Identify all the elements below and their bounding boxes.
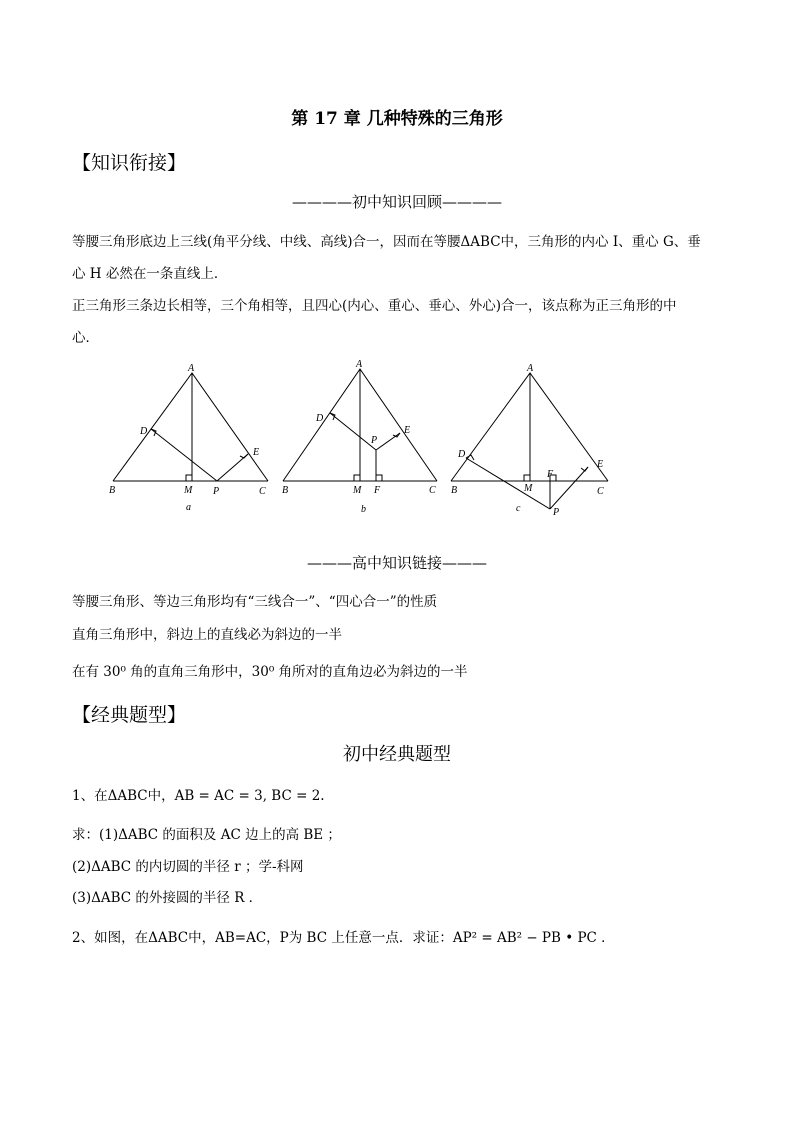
- question-1: 1、在ΔABC中，AB = AC = 3, BC = 2.: [72, 788, 325, 804]
- section-knowledge-link: 【知识衔接】: [72, 152, 187, 174]
- triangle-figures: [0, 355, 794, 525]
- highschool-point-2: 直角三角形中，斜边上的直线必为斜边的一半: [72, 627, 342, 643]
- paragraph-1-line-1: 等腰三角形底边上三线(角平分线、中线、高线)合一，因而在等腰ΔABC中，三角形的内心 I、重心 G、垂: [72, 234, 701, 250]
- fig-c-label-F: F: [547, 469, 554, 480]
- fig-b-label-C: C: [429, 485, 436, 496]
- link-heading: ———高中知识链接———: [306, 554, 487, 572]
- fig-a-label-M: M: [184, 485, 193, 496]
- section-classic-problems: 【经典题型】: [72, 704, 187, 726]
- fig-c-label-B: B: [451, 485, 458, 496]
- question-2: 2、如图，在ΔABC中，AB=AC，P为 BC 上任意一点．求证：AP² = AB² − PB • PC ．: [72, 930, 615, 946]
- fig-b-label-E: E: [404, 425, 411, 436]
- fig-b-label-P: P: [371, 435, 378, 446]
- fig-b-label-D: D: [316, 413, 324, 424]
- fig-b-label-F: F: [374, 485, 381, 496]
- figure-a: [113, 373, 268, 481]
- fig-b-label-A: A: [356, 359, 363, 370]
- fig-a-label-C: C: [259, 486, 266, 497]
- fig-a-label-P: P: [213, 486, 220, 497]
- review-heading: ————初中知识回顾————: [291, 193, 502, 211]
- fig-b-label-M: M: [353, 485, 362, 496]
- fig-a-label-D: D: [140, 426, 148, 437]
- highschool-point-1: 等腰三角形、等边三角形均有“三线合一”、“四心合一”的性质: [72, 594, 438, 610]
- fig-c-label-D: D: [458, 449, 466, 460]
- question-1-part-2: (2)ΔABC 的内切圆的半径 r ；学-科网: [72, 859, 304, 875]
- fig-c-label-C: C: [597, 486, 604, 497]
- fig-c-label-M: M: [524, 483, 533, 494]
- fig-a-label-E: E: [253, 447, 260, 458]
- fig-c-label-P: P: [553, 507, 560, 518]
- paragraph-2-line-1: 正三角形三条边长相等，三个角相等，且四心(内心、重心、垂心、外心)合一，该点称为正三角形的中: [72, 298, 677, 314]
- fig-a-label-B: B: [109, 485, 116, 496]
- fig-a-label-A: A: [188, 363, 195, 374]
- fig-b-label-B: B: [282, 485, 289, 496]
- highschool-point-3: 在有 30⁰ 角的直角三角形中，30⁰ 角所对的直角边必为斜边的一半: [72, 664, 468, 680]
- paragraph-2-line-2: 心．: [72, 330, 99, 346]
- fig-b-caption: b: [361, 504, 366, 515]
- fig-c-label-E: E: [597, 459, 604, 470]
- chapter-title: 第 17 章 几种特殊的三角形: [291, 109, 503, 129]
- question-1-part-1: 求：(1)ΔABC 的面积及 AC 边上的高 BE ；: [72, 827, 341, 843]
- question-1-part-3: (3)ΔABC 的外接圆的半径 R ．: [72, 890, 263, 906]
- fig-c-caption: c: [516, 503, 521, 514]
- paragraph-1-line-2: 心 H 必然在一条直线上．: [72, 266, 228, 282]
- subsection-title: 初中经典题型: [343, 744, 451, 765]
- fig-a-caption: a: [186, 502, 191, 513]
- figure-b: [283, 369, 437, 481]
- fig-c-label-A: A: [527, 363, 534, 374]
